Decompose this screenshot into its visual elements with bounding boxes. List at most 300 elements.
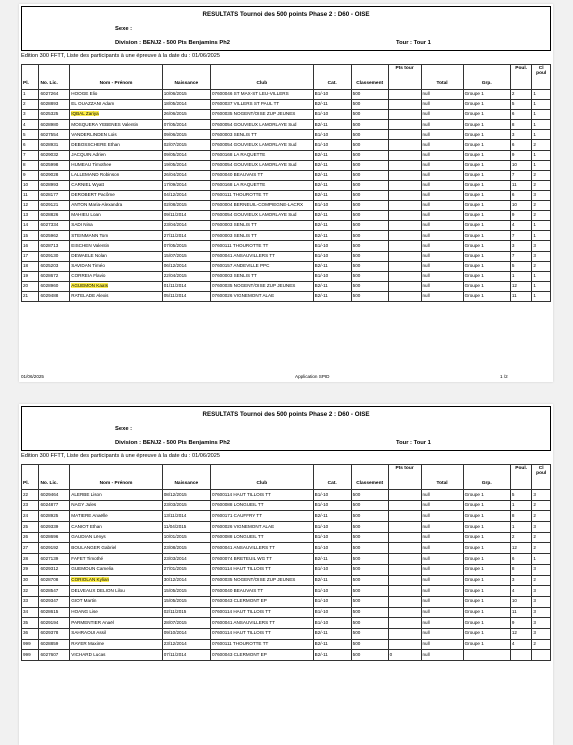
cell-text: Groupe 1 bbox=[464, 131, 484, 137]
cell-col-pl bbox=[22, 100, 39, 110]
cell-col-pl bbox=[22, 543, 39, 554]
cell-col-naissance bbox=[162, 261, 210, 271]
cell-text: 1 bbox=[533, 272, 536, 278]
table-row bbox=[22, 650, 551, 661]
cell-text: 500 bbox=[352, 182, 361, 188]
cell-col-licence bbox=[39, 586, 70, 597]
cell-text: 12 bbox=[511, 630, 517, 636]
cell-text: 1 bbox=[511, 523, 515, 529]
table-row bbox=[22, 564, 551, 575]
cell-col-grp bbox=[463, 586, 510, 597]
cell-col-poul bbox=[510, 271, 532, 281]
cell-text: 8 bbox=[511, 512, 515, 518]
cell-col-licence bbox=[39, 607, 70, 618]
cell-text: 6027139 bbox=[40, 555, 59, 561]
cell-col-classement bbox=[351, 511, 388, 522]
cell-col-pl bbox=[22, 211, 39, 221]
cell-col-cl-poul bbox=[532, 271, 551, 281]
cell-col-cat bbox=[313, 90, 351, 100]
cell-col-licence bbox=[39, 130, 70, 140]
cell-text: 09/11/2014 bbox=[163, 212, 187, 218]
cell-col-classement bbox=[351, 628, 388, 639]
cell-text: 23/04/2014 bbox=[163, 222, 187, 228]
cell-text: B1/-10 bbox=[314, 242, 329, 248]
cell-text: 500 bbox=[352, 555, 361, 561]
cell-text: 27/11/2014 bbox=[163, 232, 187, 238]
cell-col-cl-poul bbox=[532, 231, 551, 241]
table-row bbox=[22, 140, 551, 150]
column-header-col-pts-tour: Pts tour bbox=[388, 65, 421, 90]
cell-text: 3 bbox=[511, 577, 515, 583]
cell-text: EL OUAZZANI Adam bbox=[71, 101, 115, 107]
cell-col-classement bbox=[351, 180, 388, 190]
cell-col-cl-poul bbox=[532, 532, 551, 543]
cell-text: 2 bbox=[533, 202, 536, 208]
table-row bbox=[22, 522, 551, 533]
cell-col-cl-poul bbox=[532, 554, 551, 565]
cell-text: B1/-10 bbox=[314, 587, 329, 593]
cell-col-pl bbox=[22, 221, 39, 231]
cell-text: 15/05/2015 bbox=[163, 587, 187, 593]
cell-col-name bbox=[70, 628, 162, 639]
cell-col-cat bbox=[313, 639, 351, 650]
cell-col-cl-poul bbox=[532, 650, 551, 661]
cell-text: 500 bbox=[352, 121, 361, 127]
cell-col-classement bbox=[351, 140, 388, 150]
cell-col-naissance bbox=[162, 140, 210, 150]
cell-col-naissance bbox=[162, 281, 210, 291]
cell-text: 2 bbox=[533, 544, 536, 550]
cell-text: 1 bbox=[533, 283, 536, 289]
cell-text: 500 bbox=[352, 252, 361, 258]
cell-text: 07600111 THOUROTTE TT bbox=[211, 242, 269, 248]
cell-text: 7 bbox=[511, 252, 515, 258]
cell-text: 3 bbox=[533, 630, 536, 636]
cell-col-name bbox=[70, 221, 162, 231]
cell-col-cl-poul bbox=[532, 291, 551, 301]
cell-col-grp bbox=[463, 120, 510, 130]
cell-text: 17/09/2014 bbox=[163, 182, 187, 188]
cell-col-classement bbox=[351, 575, 388, 586]
cell-col-name bbox=[70, 90, 162, 100]
cell-text: Groupe 1 bbox=[464, 151, 484, 157]
cell-text: 29 bbox=[23, 566, 29, 572]
cell-col-classement bbox=[351, 221, 388, 231]
cell-text: 27/01/2015 bbox=[163, 566, 187, 572]
cell-text: Groupe 1 bbox=[464, 212, 484, 218]
sexe-label: Sexe : bbox=[115, 26, 133, 32]
cell-text: 2 bbox=[511, 534, 515, 540]
cell-text: B2/-11 bbox=[314, 212, 328, 218]
cell-text: 6025998 bbox=[40, 161, 59, 167]
cell-col-cl-poul bbox=[532, 211, 551, 221]
cell-text: 999 bbox=[23, 651, 31, 657]
cell-text: 10 bbox=[511, 161, 517, 167]
cell-col-cl-poul bbox=[532, 522, 551, 533]
cell-text: 2 bbox=[533, 534, 536, 540]
cell-col-licence bbox=[39, 596, 70, 607]
cell-text: 01/11/2014 bbox=[163, 283, 187, 289]
cell-text: HUMEAU Timothee bbox=[71, 161, 112, 167]
table-row bbox=[22, 241, 551, 251]
cell-col-club bbox=[210, 500, 313, 511]
cell-col-classement bbox=[351, 586, 388, 597]
cell-col-cat bbox=[313, 564, 351, 575]
cell-col-licence bbox=[39, 231, 70, 241]
cell-col-cl-poul bbox=[532, 261, 551, 271]
cell-text: HOOGE Elio bbox=[71, 91, 98, 97]
cell-col-naissance bbox=[162, 100, 210, 110]
cell-text: 6028893 bbox=[40, 101, 59, 107]
cell-text: 6025203 bbox=[40, 262, 59, 268]
table-row bbox=[22, 211, 551, 221]
cell-col-cat bbox=[313, 543, 351, 554]
cell-col-cat bbox=[313, 211, 351, 221]
cell-text: 9 bbox=[511, 151, 515, 157]
cell-text: 10 bbox=[511, 202, 517, 208]
cell-col-naissance bbox=[162, 639, 210, 650]
cell-text: null bbox=[422, 252, 430, 258]
cell-text: 3 bbox=[533, 252, 536, 258]
cell-col-pl bbox=[22, 596, 39, 607]
cell-text: 07600026 VIGNEMONT ALAE bbox=[211, 523, 275, 529]
cell-text: 6029464 bbox=[40, 491, 59, 497]
cell-text: 25 bbox=[23, 523, 29, 529]
cell-col-name bbox=[70, 532, 162, 543]
cell-col-pts-tour bbox=[388, 586, 421, 597]
cell-text: 28 bbox=[23, 555, 29, 561]
cell-col-club bbox=[210, 170, 313, 180]
cell-col-name bbox=[70, 130, 162, 140]
cell-text: Groupe 1 bbox=[464, 242, 484, 248]
cell-col-cl-poul bbox=[532, 511, 551, 522]
results-table bbox=[21, 464, 551, 661]
cell-col-pts-tour bbox=[388, 110, 421, 120]
cell-text: 500 bbox=[352, 272, 361, 278]
cell-text: 6 bbox=[511, 141, 515, 147]
cell-col-cl-poul bbox=[532, 281, 551, 291]
cell-text: 11 bbox=[511, 609, 517, 615]
cell-text: 6029378 bbox=[40, 630, 59, 636]
cell-col-name bbox=[70, 490, 162, 501]
cell-text: 500 bbox=[352, 502, 361, 508]
table-row bbox=[22, 100, 551, 110]
cell-col-total bbox=[421, 490, 463, 501]
cell-col-club bbox=[210, 190, 313, 200]
cell-text: Groupe 1 bbox=[464, 202, 484, 208]
cell-text: 20 bbox=[23, 283, 29, 289]
tour-label: Tour : Tour 1 bbox=[396, 40, 431, 46]
cell-text: MOSQUERA YEBENES Valentin bbox=[71, 121, 139, 127]
cell-text: 6029130 bbox=[40, 252, 59, 258]
cell-text: null bbox=[422, 641, 430, 647]
cell-text: 07600157 ANDEVILLE PPC bbox=[211, 262, 270, 268]
cell-text: 26 bbox=[23, 534, 29, 540]
cell-text: B2/-11 bbox=[314, 151, 328, 157]
cell-col-grp bbox=[463, 110, 510, 120]
cell-text: 07600041 ANSAUVILLERS TT bbox=[211, 252, 275, 258]
cell-text: 2 bbox=[533, 577, 536, 583]
cell-text: CORREIA Flavio bbox=[71, 272, 106, 278]
cell-text: IQBAL Zariya bbox=[71, 111, 99, 117]
cell-col-name bbox=[70, 261, 162, 271]
cell-col-cat bbox=[313, 650, 351, 661]
cell-text: 500 bbox=[352, 111, 361, 117]
cell-col-poul bbox=[510, 500, 532, 511]
cell-col-name bbox=[70, 554, 162, 565]
cell-col-pts-tour bbox=[388, 291, 421, 301]
cell-col-grp bbox=[463, 241, 510, 251]
cell-text: 07600054 GOUVIEUX LAMORLAYE Sud bbox=[211, 141, 297, 147]
column-header-col-name: Nom - Prénom bbox=[70, 65, 162, 90]
table-row bbox=[22, 554, 551, 565]
cell-text: 07600004 BERNEUIL-COMPIEGNE-LACRX bbox=[211, 202, 304, 208]
cell-col-poul bbox=[510, 607, 532, 618]
cell-col-club bbox=[210, 607, 313, 618]
cell-col-naissance bbox=[162, 160, 210, 170]
cell-text: 02/08/2015 bbox=[163, 202, 187, 208]
cell-text: Groupe 1 bbox=[464, 641, 484, 647]
cell-col-licence bbox=[39, 251, 70, 261]
cell-text: 3 bbox=[533, 619, 536, 625]
cell-text: 2 bbox=[533, 641, 536, 647]
cell-col-name bbox=[70, 150, 162, 160]
cell-text: 18 bbox=[23, 262, 29, 268]
cell-col-club bbox=[210, 281, 313, 291]
report-header bbox=[21, 6, 551, 51]
cell-col-club bbox=[210, 628, 313, 639]
cell-col-cl-poul bbox=[532, 575, 551, 586]
cell-text: null bbox=[422, 577, 430, 583]
cell-col-pts-tour bbox=[388, 543, 421, 554]
cell-col-pl bbox=[22, 160, 39, 170]
cell-col-name bbox=[70, 160, 162, 170]
cell-text: 500 bbox=[352, 222, 361, 228]
cell-col-cat bbox=[313, 110, 351, 120]
table-row bbox=[22, 180, 551, 190]
cell-col-naissance bbox=[162, 575, 210, 586]
cell-text: BOULANGER Gabriel bbox=[71, 544, 117, 550]
cell-col-naissance bbox=[162, 231, 210, 241]
cell-col-pts-tour bbox=[388, 500, 421, 511]
cell-text: null bbox=[422, 272, 430, 278]
cell-text: VICHARD Lucas bbox=[71, 651, 106, 657]
cell-col-naissance bbox=[162, 110, 210, 120]
cell-col-classement bbox=[351, 90, 388, 100]
cell-text: 6027607 bbox=[40, 651, 59, 657]
cell-col-club bbox=[210, 543, 313, 554]
cell-col-club bbox=[210, 221, 313, 231]
cell-text: 11 bbox=[511, 182, 517, 188]
cell-text: 500 bbox=[352, 242, 361, 248]
cell-col-pts-tour bbox=[388, 180, 421, 190]
cell-text: 28/07/2015 bbox=[163, 619, 187, 625]
cell-col-poul bbox=[510, 291, 532, 301]
cell-text: 6024877 bbox=[40, 502, 59, 508]
cell-col-grp bbox=[463, 90, 510, 100]
cell-text: 4 bbox=[511, 222, 515, 228]
cell-col-cl-poul bbox=[532, 120, 551, 130]
cell-text: 500 bbox=[352, 523, 361, 529]
cell-text: Groupe 1 bbox=[464, 161, 484, 167]
cell-text: B2/-11 bbox=[314, 172, 328, 177]
cell-text: 07600043 CLERMONT EP bbox=[211, 651, 267, 657]
cell-text: 2 bbox=[533, 512, 536, 518]
cell-text: 500 bbox=[352, 151, 361, 157]
cell-col-cat bbox=[313, 170, 351, 180]
cell-text: 11 bbox=[23, 192, 28, 198]
cell-col-pl bbox=[22, 180, 39, 190]
cell-text: null bbox=[422, 192, 430, 198]
table-row bbox=[22, 281, 551, 291]
cell-text: null bbox=[422, 202, 430, 208]
cell-text: 1 bbox=[533, 131, 536, 137]
cell-text: 3 bbox=[533, 491, 536, 497]
cell-col-pl bbox=[22, 190, 39, 200]
cell-text: 9 bbox=[511, 619, 515, 625]
cell-text: Groupe 1 bbox=[464, 172, 484, 177]
cell-col-classement bbox=[351, 543, 388, 554]
cell-text: 09/10/2014 bbox=[163, 630, 187, 636]
cell-text: Groupe 1 bbox=[464, 91, 484, 97]
cell-col-licence bbox=[39, 170, 70, 180]
cell-col-total bbox=[421, 140, 463, 150]
cell-col-licence bbox=[39, 140, 70, 150]
cell-text: 0 bbox=[389, 651, 393, 657]
cell-col-name bbox=[70, 650, 162, 661]
cell-col-total bbox=[421, 221, 463, 231]
cell-col-club bbox=[210, 490, 313, 501]
cell-col-licence bbox=[39, 618, 70, 629]
cell-col-grp bbox=[463, 607, 510, 618]
cell-col-licence bbox=[39, 120, 70, 130]
cell-col-poul bbox=[510, 618, 532, 629]
cell-text: 500 bbox=[352, 172, 361, 177]
cell-col-pl bbox=[22, 650, 39, 661]
cell-col-pl bbox=[22, 130, 39, 140]
cell-col-cl-poul bbox=[532, 639, 551, 650]
cell-text: 7 bbox=[511, 232, 515, 238]
cell-col-grp bbox=[463, 281, 510, 291]
cell-text: 500 bbox=[352, 587, 361, 593]
cell-text: B1/-10 bbox=[314, 131, 329, 137]
cell-col-poul bbox=[510, 201, 532, 211]
cell-col-total bbox=[421, 607, 463, 618]
cell-col-poul bbox=[510, 100, 532, 110]
cell-text: NAGY Jules bbox=[71, 502, 97, 508]
cell-text: 500 bbox=[352, 202, 361, 208]
cell-text: Groupe 1 bbox=[464, 630, 484, 636]
cell-col-licence bbox=[39, 564, 70, 575]
cell-col-naissance bbox=[162, 554, 210, 565]
results-page-1 bbox=[19, 4, 553, 382]
cell-text: null bbox=[422, 293, 430, 299]
footer-app: Application SPID bbox=[295, 374, 330, 379]
cell-text: 4 bbox=[511, 587, 515, 593]
cell-col-cat bbox=[313, 100, 351, 110]
cell-col-cl-poul bbox=[532, 150, 551, 160]
footer-page-number: 1 /2 bbox=[500, 374, 508, 379]
cell-col-pts-tour bbox=[388, 618, 421, 629]
cell-col-total bbox=[421, 575, 463, 586]
cell-col-licence bbox=[39, 281, 70, 291]
cell-col-name bbox=[70, 271, 162, 281]
cell-text: 26/04/2014 bbox=[163, 172, 187, 177]
cell-text: DEBOSSCHERE Ethan bbox=[71, 141, 120, 147]
cell-col-classement bbox=[351, 211, 388, 221]
cell-col-name bbox=[70, 110, 162, 120]
cell-text: 07600114 HAUT TILLOIS TT bbox=[211, 491, 271, 497]
cell-text: 07600088 LONGUEIL TT bbox=[211, 502, 264, 508]
cell-col-naissance bbox=[162, 543, 210, 554]
cell-col-total bbox=[421, 618, 463, 629]
cell-col-pl bbox=[22, 281, 39, 291]
cell-text: FAFET Timothé bbox=[71, 555, 104, 561]
cell-col-grp bbox=[463, 180, 510, 190]
cell-text: B2/-11 bbox=[314, 232, 328, 238]
cell-text: GUEMOUN Camelia bbox=[71, 566, 114, 572]
cell-col-total bbox=[421, 110, 463, 120]
column-header-col-classement: Classement bbox=[351, 65, 388, 90]
cell-text: 500 bbox=[352, 131, 361, 137]
cell-col-classement bbox=[351, 271, 388, 281]
table-row bbox=[22, 490, 551, 501]
cell-text: 07600003 SENLIS TT bbox=[211, 222, 257, 228]
cell-text: B1/-10 bbox=[314, 141, 329, 147]
sexe-label: Sexe : bbox=[115, 426, 133, 432]
cell-col-poul bbox=[510, 211, 532, 221]
cell-col-grp bbox=[463, 100, 510, 110]
cell-col-poul bbox=[510, 511, 532, 522]
cell-col-pts-tour bbox=[388, 628, 421, 639]
cell-col-club bbox=[210, 564, 313, 575]
table-row bbox=[22, 500, 551, 511]
cell-text: 3 bbox=[533, 609, 536, 615]
cell-col-total bbox=[421, 100, 463, 110]
cell-col-licence bbox=[39, 211, 70, 221]
cell-text: 07600037 VILLERS ST PAUL TT bbox=[211, 101, 280, 107]
cell-text: null bbox=[422, 512, 430, 518]
edition-line: Edition 300 FFTT, Liste des participants à une épreuve à la date du : 01/06/2025 bbox=[21, 53, 221, 59]
cell-col-poul bbox=[510, 586, 532, 597]
cell-col-pl bbox=[22, 231, 39, 241]
cell-text: null bbox=[422, 91, 430, 97]
cell-col-total bbox=[421, 231, 463, 241]
cell-text: Groupe 1 bbox=[464, 598, 484, 604]
cell-text: 6 bbox=[511, 555, 515, 561]
footer-date: 01/06/2025 bbox=[21, 374, 44, 379]
cell-col-pl bbox=[22, 554, 39, 565]
cell-text: 500 bbox=[352, 212, 361, 218]
cell-text: B2/-11 bbox=[314, 630, 328, 636]
cell-col-club bbox=[210, 150, 313, 160]
cell-col-pts-tour bbox=[388, 120, 421, 130]
cell-text: MAHIEU Loan bbox=[71, 212, 101, 218]
cell-text: 07600111 THOUROTTE TT bbox=[211, 641, 269, 647]
cell-text: 07600114 HAUT TILLOIS TT bbox=[211, 566, 271, 572]
cell-col-grp bbox=[463, 160, 510, 170]
cell-col-name bbox=[70, 522, 162, 533]
cell-text: Groupe 1 bbox=[464, 577, 484, 583]
cell-col-naissance bbox=[162, 291, 210, 301]
cell-col-naissance bbox=[162, 180, 210, 190]
cell-col-cl-poul bbox=[532, 170, 551, 180]
cell-col-licence bbox=[39, 532, 70, 543]
cell-col-club bbox=[210, 130, 313, 140]
cell-col-naissance bbox=[162, 511, 210, 522]
cell-text: B2/-11 bbox=[314, 555, 328, 561]
cell-text: Groupe 1 bbox=[464, 111, 484, 117]
